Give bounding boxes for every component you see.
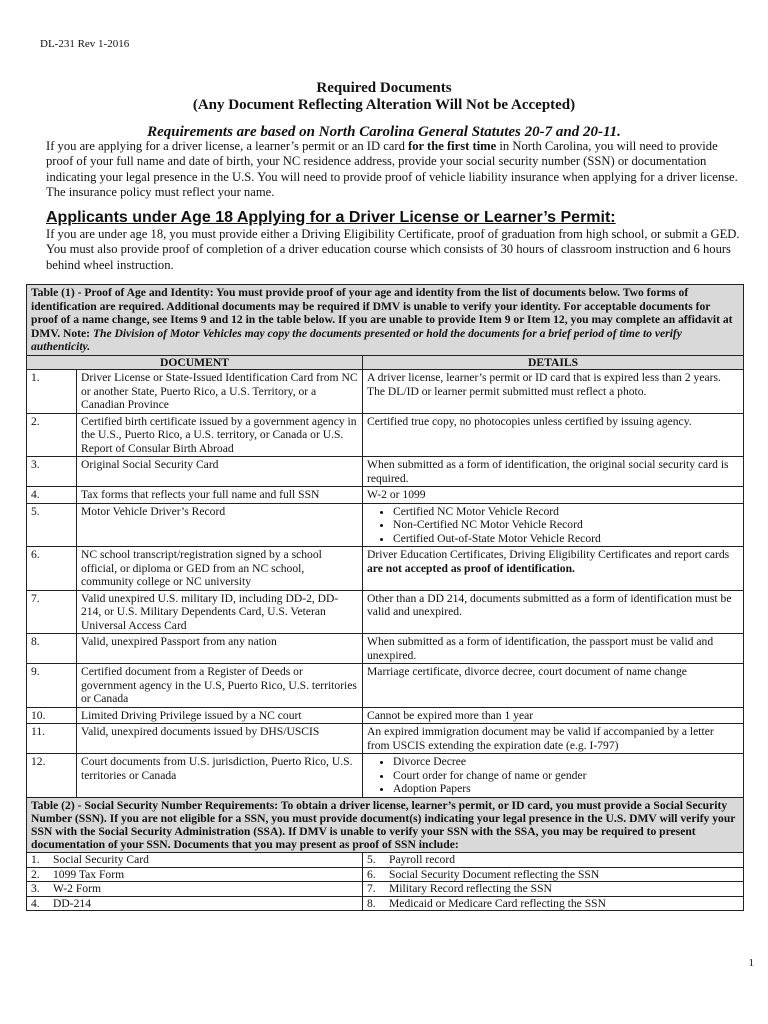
table-row	[27, 457, 744, 487]
row-number: 3.	[27, 457, 77, 487]
details-text: Marriage certificate, divorce decree, court document of name change	[367, 665, 687, 678]
ssn-item-text: Military Record reflecting the SSN	[389, 882, 552, 896]
document-cell: Valid unexpired U.S. military ID, including DD-2, DD-214, or U.S. Military Dependents Card, U.S. Veteran Universal Access Card	[77, 590, 363, 634]
details-text: Cannot be expired more than 1 year	[367, 708, 534, 722]
row-number: 11.	[27, 724, 77, 754]
row-number: 2.	[27, 413, 77, 457]
page-title: Required Documents	[316, 80, 452, 96]
details-text: When submitted as a form of identification, the original social security card is required.	[367, 458, 729, 485]
row-number: 6.	[27, 547, 77, 591]
row-number: 4.	[27, 487, 77, 504]
details-cell	[363, 503, 744, 547]
intro-paragraph: If you are applying for a driver license, a learner’s permit or an ID card for the first time in North Carolina, you will need to provide proof of your full name and date of birth, your NC residence address, provide your social security number (SSN) or documentation indicating your legal presence in the U.S. You will need to provide proof of vehicle liability insurance when applying for a driver license. The insurance policy must reflect your name.	[46, 139, 738, 199]
ssn-item	[363, 867, 744, 882]
details-cell	[363, 457, 744, 487]
row-number: 12.	[27, 754, 77, 798]
ssn-row	[27, 853, 744, 868]
table-row	[27, 413, 744, 457]
details-cell	[363, 707, 744, 724]
table-row	[27, 754, 744, 798]
details-cell	[363, 370, 744, 414]
row-number: 8.	[27, 634, 77, 664]
list-item: • Certified Out-of-State Motor Vehicle Record	[393, 532, 739, 546]
ssn-item-number: 8.	[367, 896, 376, 910]
table-row	[27, 634, 744, 664]
ssn-item	[27, 853, 363, 868]
table2-intro-row	[27, 797, 744, 853]
ssn-row	[27, 896, 744, 911]
list-item: • Divorce Decree	[393, 755, 739, 769]
row-number: 9.	[27, 664, 77, 708]
row-number: 7.	[27, 590, 77, 634]
document-cell: Original Social Security Card	[77, 457, 363, 487]
table-row	[27, 724, 744, 754]
ssn-item-number: 2.	[31, 867, 40, 881]
row-number: 1.	[27, 370, 77, 414]
ssn-item	[363, 896, 744, 911]
details-cell	[363, 413, 744, 457]
table-row	[27, 590, 744, 634]
list-item: • Non-Certified NC Motor Vehicle Record	[393, 518, 739, 532]
ssn-item-number: 6.	[367, 867, 376, 881]
details-cell	[363, 547, 744, 591]
ssn-item-text: Medicaid or Medicare Card reflecting the SSN	[389, 896, 606, 910]
table-row	[27, 487, 744, 504]
details-cell	[363, 724, 744, 754]
document-cell: Certified birth certificate issued by a government agency in the U.S., Puerto Rico, a U.S. territory, or Canada or U.S. Report of Consular Birth Abroad	[77, 413, 363, 457]
details-cell	[363, 487, 744, 504]
ssn-item-number: 7.	[367, 882, 376, 896]
document-cell: NC school transcript/registration signed by a school official, or diploma or GED from an NC school, community college or NC university	[77, 547, 363, 591]
document-cell: Motor Vehicle Driver’s Record	[77, 503, 363, 547]
details-text: Other than a DD 214, documents submitted as a form of identification must be valid and unexpired.	[367, 591, 732, 618]
ssn-item	[363, 853, 744, 868]
page-title-note: (Any Document Reflecting Alteration Will Not be Accepted)	[192, 97, 576, 113]
list-item: • Court order for change of name or gender	[393, 769, 739, 783]
ssn-row	[27, 882, 744, 897]
details-cell	[363, 634, 744, 664]
under18-paragraph: If you are under age 18, you must provide either a Driving Eligibility Certificate, proof of graduation from high school, or submit a GED. You must also provide proof of completion of a driver education course which consists of 30 hours of classroom instruction and 6 hours behind wheel instruction.	[46, 227, 740, 272]
ssn-item-text: Social Security Document reflecting the SSN	[389, 867, 600, 881]
details-cell	[363, 664, 744, 708]
ssn-item-text: Social Security Card	[53, 853, 149, 867]
list-item: • Certified NC Motor Vehicle Record	[393, 505, 739, 519]
details-cell	[363, 590, 744, 634]
details-emphasis: are not accepted as proof of identification.	[367, 561, 575, 575]
col-header-document: DOCUMENT	[27, 355, 363, 370]
details-cell	[363, 754, 744, 798]
document-cell: Driver License or State-Issued Identification Card from NC or another State, Puerto Rico, a U.S. Territory, or a Canadian Province	[77, 370, 363, 414]
table-row	[27, 503, 744, 547]
ssn-item-number: 1.	[31, 853, 40, 867]
table1-intro: Table (1) - Proof of Age and Identity: You must provide proof of your age and identity from the list of documents below. Two forms of identification are required. Additional documents may be required if DMV is unable to verify your identity. For acceptable documents for proof of a name change, see Items 9 and 12 in the table below. If you are unable to provide Item 9 or Item 12, you may complete an affidavit at DMV. Note: The Division of Motor Vehicles may copy the documents presented or hold the documents for a brief period of time to verify authenticity.	[27, 285, 744, 356]
document-cell: Court documents from U.S. jurisdiction, Puerto Rico, U.S. territories or Canada	[77, 754, 363, 798]
table2-intro: Table (2) - Social Security Number Requirements: To obtain a driver license, learner’s permit, or ID card, you must provide a Social Security Number (SSN). If you are not eligible for a SSN, you must provide document(s) indicating your legal presence in the U.S. DMV will verify your SSN with the Social Security Administration (SSA). If DMV is unable to verify your SSN with the SSA, you may be required to present documentation of your SSN. Documents that you may present as proof of SSN include:	[27, 797, 744, 853]
table-row	[27, 664, 744, 708]
details-text: A driver license, learner’s permit or ID card that is expired less than 2 years. The DL/ID or learner permit submitted must reflect a photo.	[367, 371, 721, 398]
details-text: Driver Education Certificates, Driving Eligibility Certificates and report cards	[367, 548, 730, 561]
details-list	[367, 505, 739, 546]
ssn-item	[363, 882, 744, 897]
table-row	[27, 707, 744, 724]
form-id: DL-231 Rev 1-2016	[40, 38, 130, 50]
row-number: 10.	[27, 707, 77, 724]
table1-header-row	[27, 355, 744, 370]
requirements-table	[26, 284, 744, 911]
document-cell: Tax forms that reflects your full name and full SSN	[77, 487, 363, 504]
under18-heading: Applicants under Age 18 Applying for a Driver License or Learner’s Permit:	[46, 209, 616, 226]
table-row	[27, 370, 744, 414]
ssn-row	[27, 867, 744, 882]
col-header-details: DETAILS	[363, 355, 744, 370]
list-item: • Adoption Papers	[393, 782, 739, 796]
details-text: When submitted as a form of identification, the passport must be valid and unexpired.	[367, 635, 714, 662]
table-row	[27, 547, 744, 591]
ssn-item	[27, 896, 363, 911]
row-number: 5.	[27, 503, 77, 547]
document-cell: Certified document from a Register of Deeds or government agency in the U.S, Puerto Rico, U.S. territories or Canada	[77, 664, 363, 708]
ssn-item	[27, 882, 363, 897]
ssn-item-text: 1099 Tax Form	[53, 867, 125, 881]
ssn-item-number: 5.	[367, 853, 376, 867]
document-cell: Limited Driving Privilege issued by a NC court	[77, 707, 363, 724]
details-text: W-2 or 1099	[367, 488, 426, 501]
page-number: 1	[748, 957, 754, 969]
document-cell: Valid, unexpired Passport from any nation	[77, 634, 363, 664]
ssn-item-number: 4.	[31, 896, 40, 910]
details-text: Certified true copy, no photocopies unless certified by issuing agency.	[367, 414, 692, 428]
statutes-subtitle: Requirements are based on North Carolina General Statutes 20-7 and 20-11.	[147, 124, 621, 140]
details-text: An expired immigration document may be valid if accompanied by a letter from USCIS extending the expiration date (e.g. I-797)	[367, 725, 714, 752]
ssn-item	[27, 867, 363, 882]
ssn-item-text: W-2 Form	[53, 882, 101, 896]
details-list	[367, 755, 739, 796]
table1-intro-row	[27, 285, 744, 356]
ssn-item-text: DD-214	[53, 896, 91, 910]
ssn-item-number: 3.	[31, 882, 40, 896]
ssn-item-text: Payroll record	[389, 853, 455, 867]
document-cell: Valid, unexpired documents issued by DHS/USCIS	[77, 724, 363, 754]
